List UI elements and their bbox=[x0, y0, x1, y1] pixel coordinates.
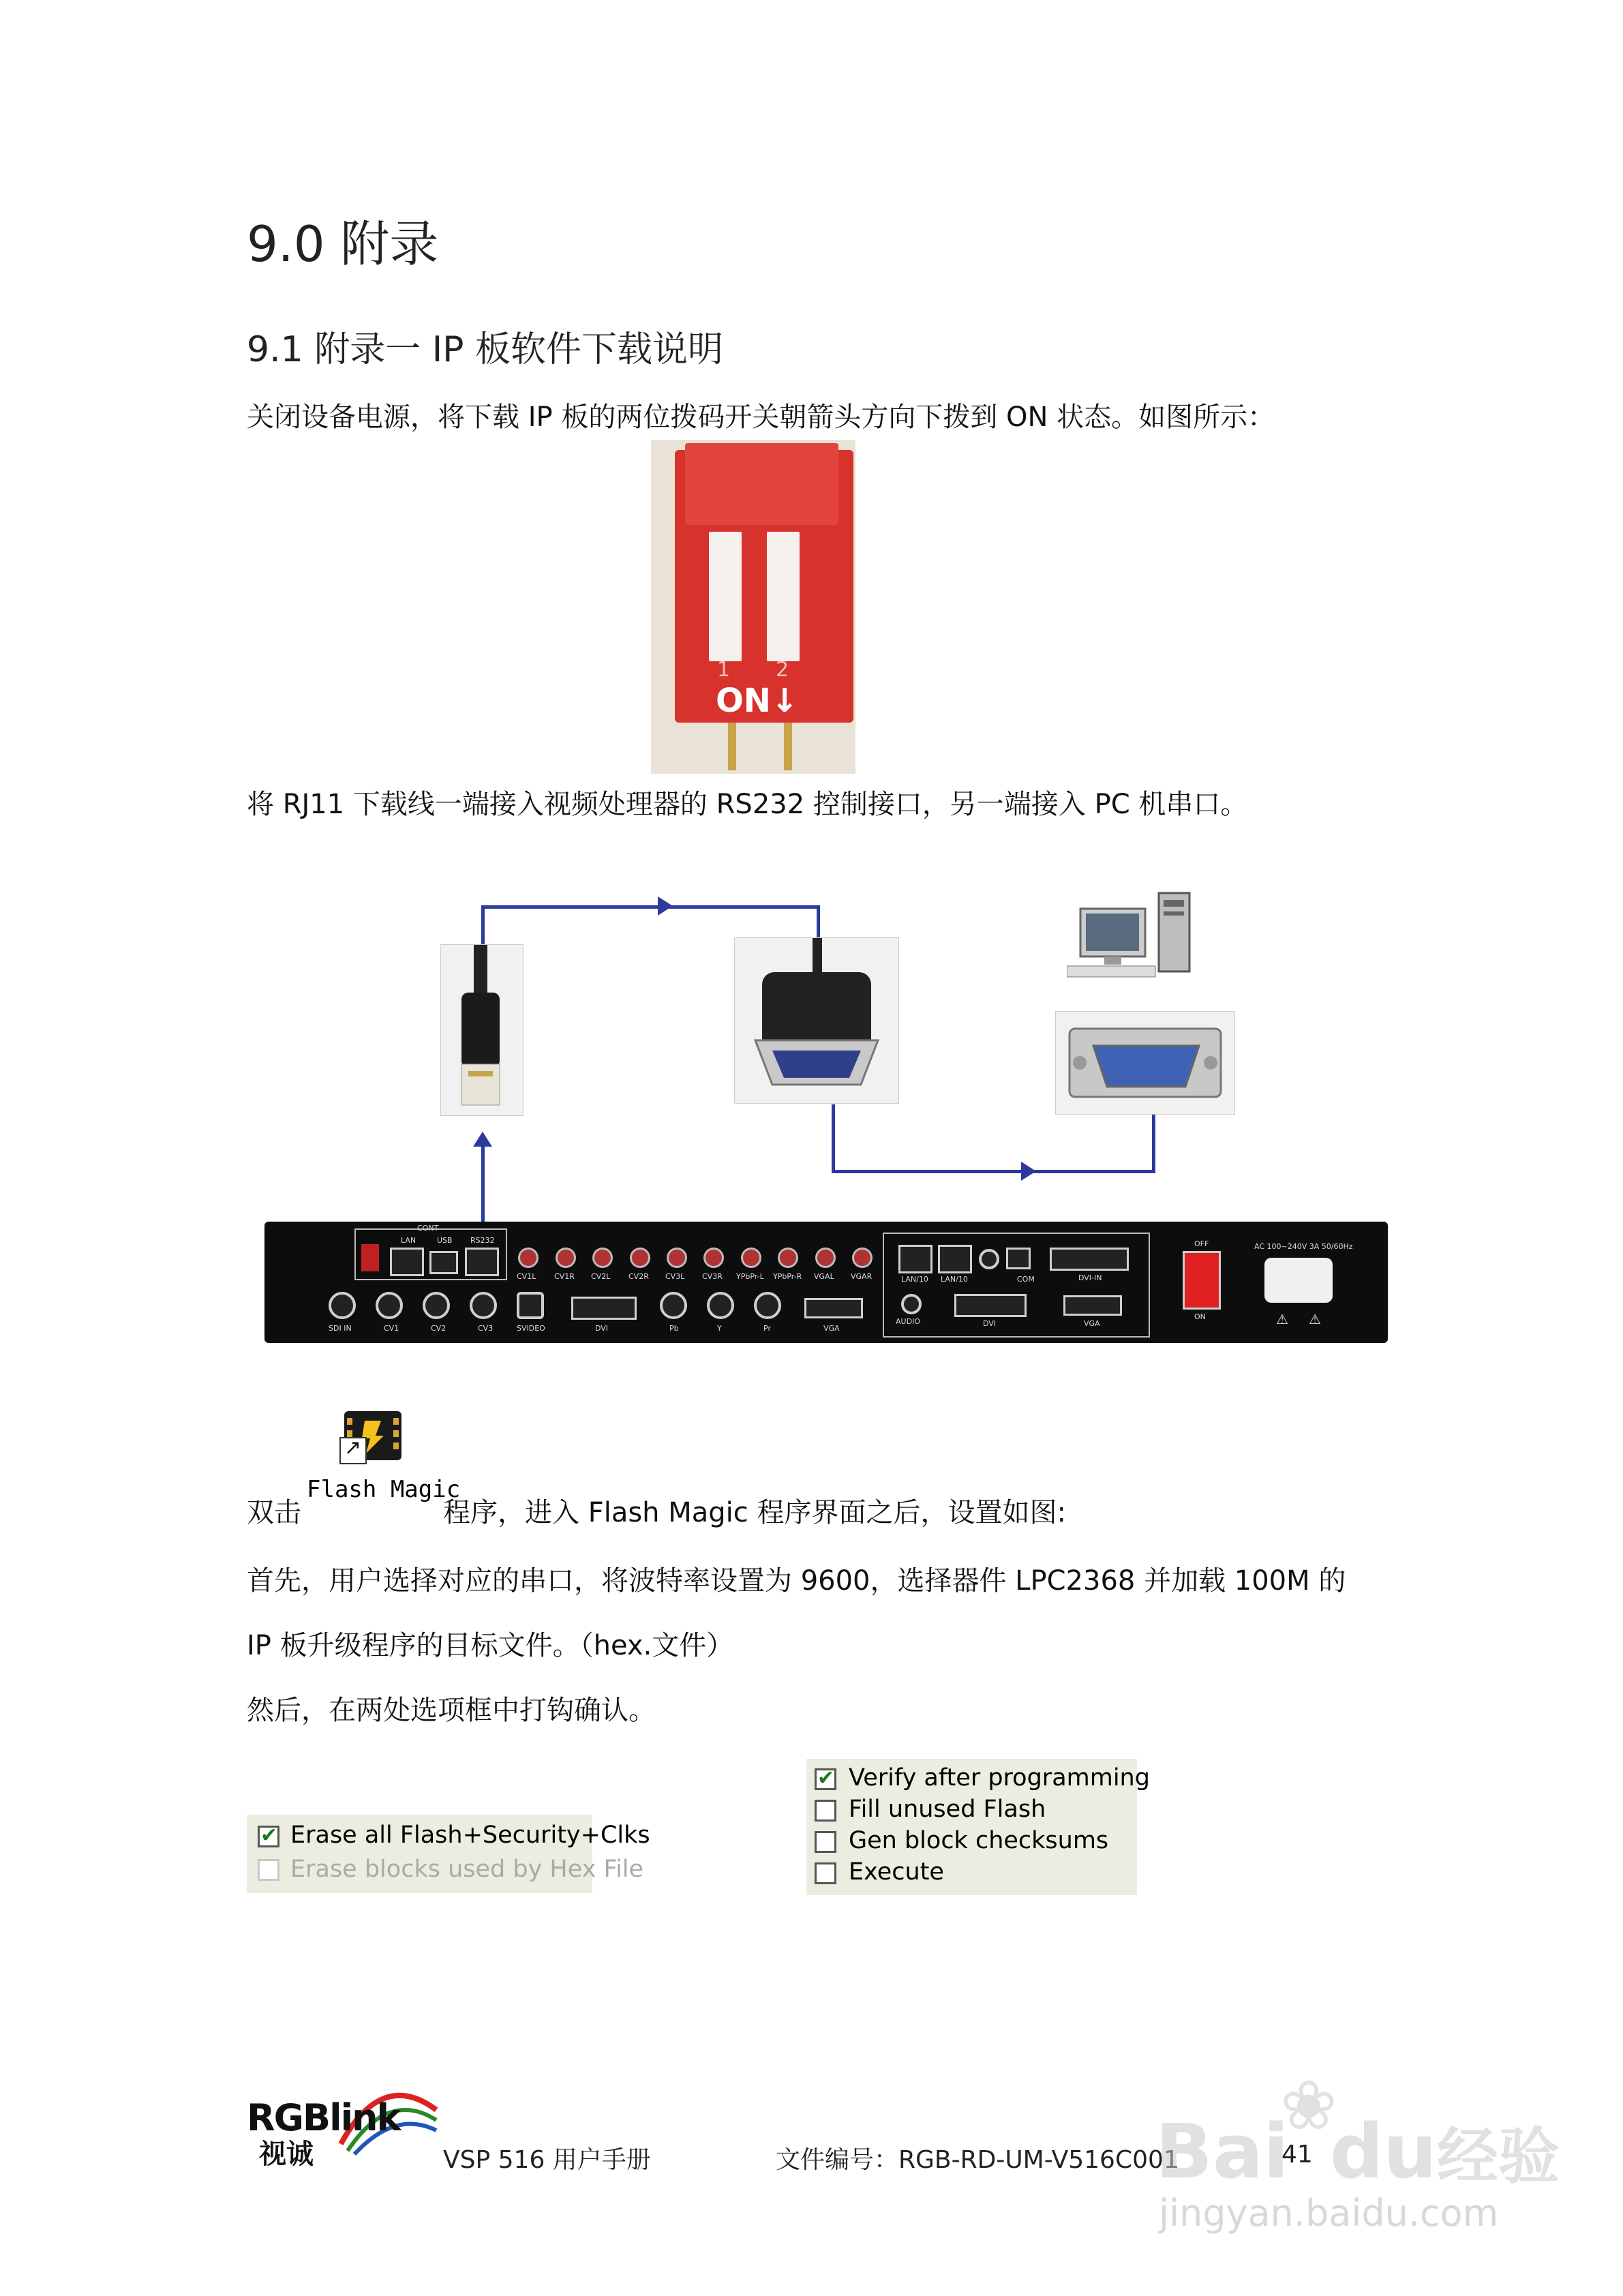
audio-port bbox=[630, 1248, 650, 1268]
port-label: SDI IN bbox=[329, 1324, 352, 1333]
port-label: DVI bbox=[983, 1319, 997, 1328]
warning-icon: ⚠ bbox=[1309, 1311, 1321, 1327]
usb-port bbox=[429, 1251, 458, 1274]
bnc-port bbox=[470, 1292, 497, 1319]
paragraph-rj11: 将 RJ11 下载线一端接入视频处理器的 RS232 控制接口，另一端接入 PC 机串口。 bbox=[247, 789, 1248, 820]
paragraph-power-off: 关闭设备电源，将下载 IP 板的两位拨码开关朝箭头方向下拨到 ON 状态。如图所示： bbox=[247, 402, 1275, 433]
port-label: VGAL bbox=[814, 1272, 834, 1281]
fill-unused-checkbox[interactable] bbox=[815, 1800, 836, 1822]
audio-port bbox=[518, 1248, 539, 1268]
cable-line bbox=[832, 1170, 1155, 1173]
audio-port bbox=[703, 1248, 724, 1268]
cable-line bbox=[832, 1104, 835, 1173]
audio-port bbox=[667, 1248, 687, 1268]
lan-label: LAN bbox=[401, 1236, 416, 1245]
dip-number-2: 2 bbox=[776, 658, 789, 682]
paragraph-flash-magic: 程序，进入 Flash Magic 程序界面之后，设置如图: bbox=[443, 1497, 1066, 1528]
rs232-port bbox=[465, 1248, 499, 1276]
dip-switch-top bbox=[685, 443, 838, 525]
port-label: VGA bbox=[1084, 1319, 1100, 1328]
bnc-port bbox=[707, 1292, 734, 1319]
dip-slot-1 bbox=[709, 532, 742, 661]
warning-icon: ⚠ bbox=[1276, 1311, 1288, 1327]
shortcut-arrow-icon: ↗ bbox=[339, 1437, 367, 1464]
port-label: AUDIO bbox=[896, 1317, 920, 1326]
rj11-plug-photo bbox=[440, 944, 524, 1116]
watermark-jingyan: 经验 bbox=[1436, 2121, 1560, 2192]
port-label: VGA bbox=[823, 1324, 840, 1333]
port-label: CV2L bbox=[591, 1272, 611, 1281]
rgblink-logo: RGBlink bbox=[247, 2096, 400, 2139]
paragraph-double-click: 双击 bbox=[247, 1497, 301, 1528]
paragraph-first: 首先，用户选择对应的串口，将波特率设置为 9600，选择器件 LPC2368 并加载 100M 的 bbox=[247, 1565, 1346, 1597]
bnc-port bbox=[754, 1292, 781, 1319]
power-rating-label: AC 100~240V 3A 50/60Hz bbox=[1254, 1242, 1353, 1251]
audio-jack bbox=[901, 1294, 922, 1314]
db9-male-photo bbox=[1055, 1011, 1235, 1115]
port-label: DVI-IN bbox=[1078, 1273, 1102, 1282]
port-label: Y bbox=[717, 1324, 722, 1333]
verify-label: Verify after programming bbox=[849, 1764, 1150, 1792]
port-label: CV1R bbox=[554, 1272, 575, 1281]
lan-port bbox=[898, 1245, 932, 1273]
paragraph-then: 然后，在两处选项框中打钩确认。 bbox=[247, 1695, 656, 1726]
footer-manual: VSP 516 用户手册 bbox=[443, 2146, 651, 2174]
erase-all-checkbox[interactable] bbox=[258, 1826, 279, 1847]
bnc-port bbox=[660, 1292, 687, 1319]
watermark-brand-bai: Bai bbox=[1155, 2108, 1289, 2195]
port-label: YPbPr-R bbox=[773, 1272, 802, 1281]
port-label: VGAR bbox=[851, 1272, 873, 1281]
power-on-label: ON bbox=[1194, 1312, 1206, 1321]
port-label: COM bbox=[1017, 1275, 1035, 1284]
arrow-right-icon bbox=[1021, 1162, 1036, 1181]
dvi-port bbox=[571, 1297, 637, 1320]
port-label: DVI bbox=[595, 1324, 609, 1333]
pc-computer-photo bbox=[1067, 890, 1203, 985]
com-port bbox=[979, 1249, 999, 1269]
subsection-heading: 9.1 附录一 IP 板软件下载说明 bbox=[247, 329, 723, 370]
audio-port bbox=[556, 1248, 576, 1268]
port-label: CV1L bbox=[517, 1272, 536, 1281]
section-heading: 9.0 附录 bbox=[247, 215, 439, 273]
erase-blocks-label: Erase blocks used by Hex File bbox=[290, 1856, 644, 1883]
port-label: CV1 bbox=[384, 1324, 399, 1333]
port-label: CV3 bbox=[478, 1324, 494, 1333]
rs232-label: RS232 bbox=[470, 1236, 495, 1245]
audio-port bbox=[592, 1248, 613, 1268]
erase-options-panel bbox=[247, 1815, 650, 1893]
arrow-right-icon bbox=[658, 896, 673, 916]
usb-label: USB bbox=[437, 1236, 453, 1245]
bnc-port bbox=[376, 1292, 403, 1319]
flash-magic-label: Flash Magic bbox=[307, 1476, 461, 1503]
footer-doc-number: 文件编号：RGB-RD-UM-V516C001 bbox=[776, 2146, 1179, 2174]
dip-slot-2 bbox=[767, 532, 800, 661]
program-options-panel bbox=[806, 1759, 1150, 1895]
port-label: CV3R bbox=[702, 1272, 723, 1281]
dip-on-label: ON↓ bbox=[716, 682, 799, 720]
audio-port bbox=[741, 1248, 761, 1268]
gen-checksums-checkbox[interactable] bbox=[815, 1831, 836, 1853]
port-label: CV2R bbox=[628, 1272, 649, 1281]
vga-port bbox=[804, 1298, 863, 1318]
cable-line bbox=[481, 1145, 485, 1222]
audio-port bbox=[815, 1248, 836, 1268]
arrow-up-icon bbox=[473, 1132, 492, 1147]
port-label: LAN/10 bbox=[901, 1275, 928, 1284]
watermark-url: jingyan.baidu.com bbox=[1159, 2192, 1499, 2235]
cable-line bbox=[481, 905, 485, 946]
footer-page-number: 41 bbox=[1281, 2141, 1313, 2169]
port-label: LAN/10 bbox=[941, 1275, 968, 1284]
power-inlet bbox=[1264, 1258, 1333, 1303]
port-label: Pr bbox=[763, 1324, 771, 1333]
cont-label: CONT bbox=[417, 1224, 439, 1233]
paw-icon: ❀ bbox=[1280, 2066, 1337, 2145]
svideo-port bbox=[517, 1292, 544, 1319]
rgblink-logo-sub: 视诚 bbox=[259, 2139, 314, 2170]
paragraph-hex: IP 板升级程序的目标文件。（hex.文件） bbox=[247, 1630, 734, 1661]
power-switch bbox=[1183, 1251, 1221, 1310]
audio-port bbox=[778, 1248, 798, 1268]
dip-number-1: 1 bbox=[717, 658, 731, 682]
erase-blocks-checkbox[interactable] bbox=[258, 1859, 279, 1881]
dip-pin-1 bbox=[728, 723, 736, 770]
port-label: YPbPr-L bbox=[736, 1272, 764, 1281]
cable-line bbox=[481, 905, 819, 909]
port-label: Pb bbox=[669, 1324, 679, 1333]
port-label: SVIDEO bbox=[517, 1324, 545, 1333]
lan-port bbox=[938, 1245, 972, 1273]
lan-port bbox=[390, 1248, 424, 1276]
dvi-port bbox=[954, 1294, 1027, 1317]
vga-port bbox=[1063, 1295, 1122, 1316]
bnc-port bbox=[329, 1292, 356, 1319]
port-label: CV2 bbox=[431, 1324, 446, 1333]
dvi-in-port bbox=[1050, 1248, 1129, 1271]
db9-female-photo bbox=[734, 937, 899, 1104]
verify-checkbox[interactable] bbox=[815, 1768, 836, 1790]
execute-checkbox[interactable] bbox=[815, 1862, 836, 1884]
execute-label: Execute bbox=[849, 1858, 944, 1886]
power-off-label: OFF bbox=[1194, 1239, 1209, 1248]
usb-port bbox=[1006, 1248, 1031, 1269]
watermark-brand bbox=[1155, 2106, 1560, 2195]
dip-pin-2 bbox=[784, 723, 792, 770]
erase-all-label: Erase all Flash+Security+Clks bbox=[290, 1822, 650, 1849]
audio-port bbox=[852, 1248, 873, 1268]
bnc-port bbox=[423, 1292, 450, 1319]
fill-unused-label: Fill unused Flash bbox=[849, 1796, 1046, 1823]
watermark-brand-du: du bbox=[1329, 2108, 1437, 2195]
warning-sticker bbox=[361, 1244, 379, 1271]
port-label: CV3L bbox=[665, 1272, 685, 1281]
gen-checksums-label: Gen block checksums bbox=[849, 1827, 1109, 1854]
